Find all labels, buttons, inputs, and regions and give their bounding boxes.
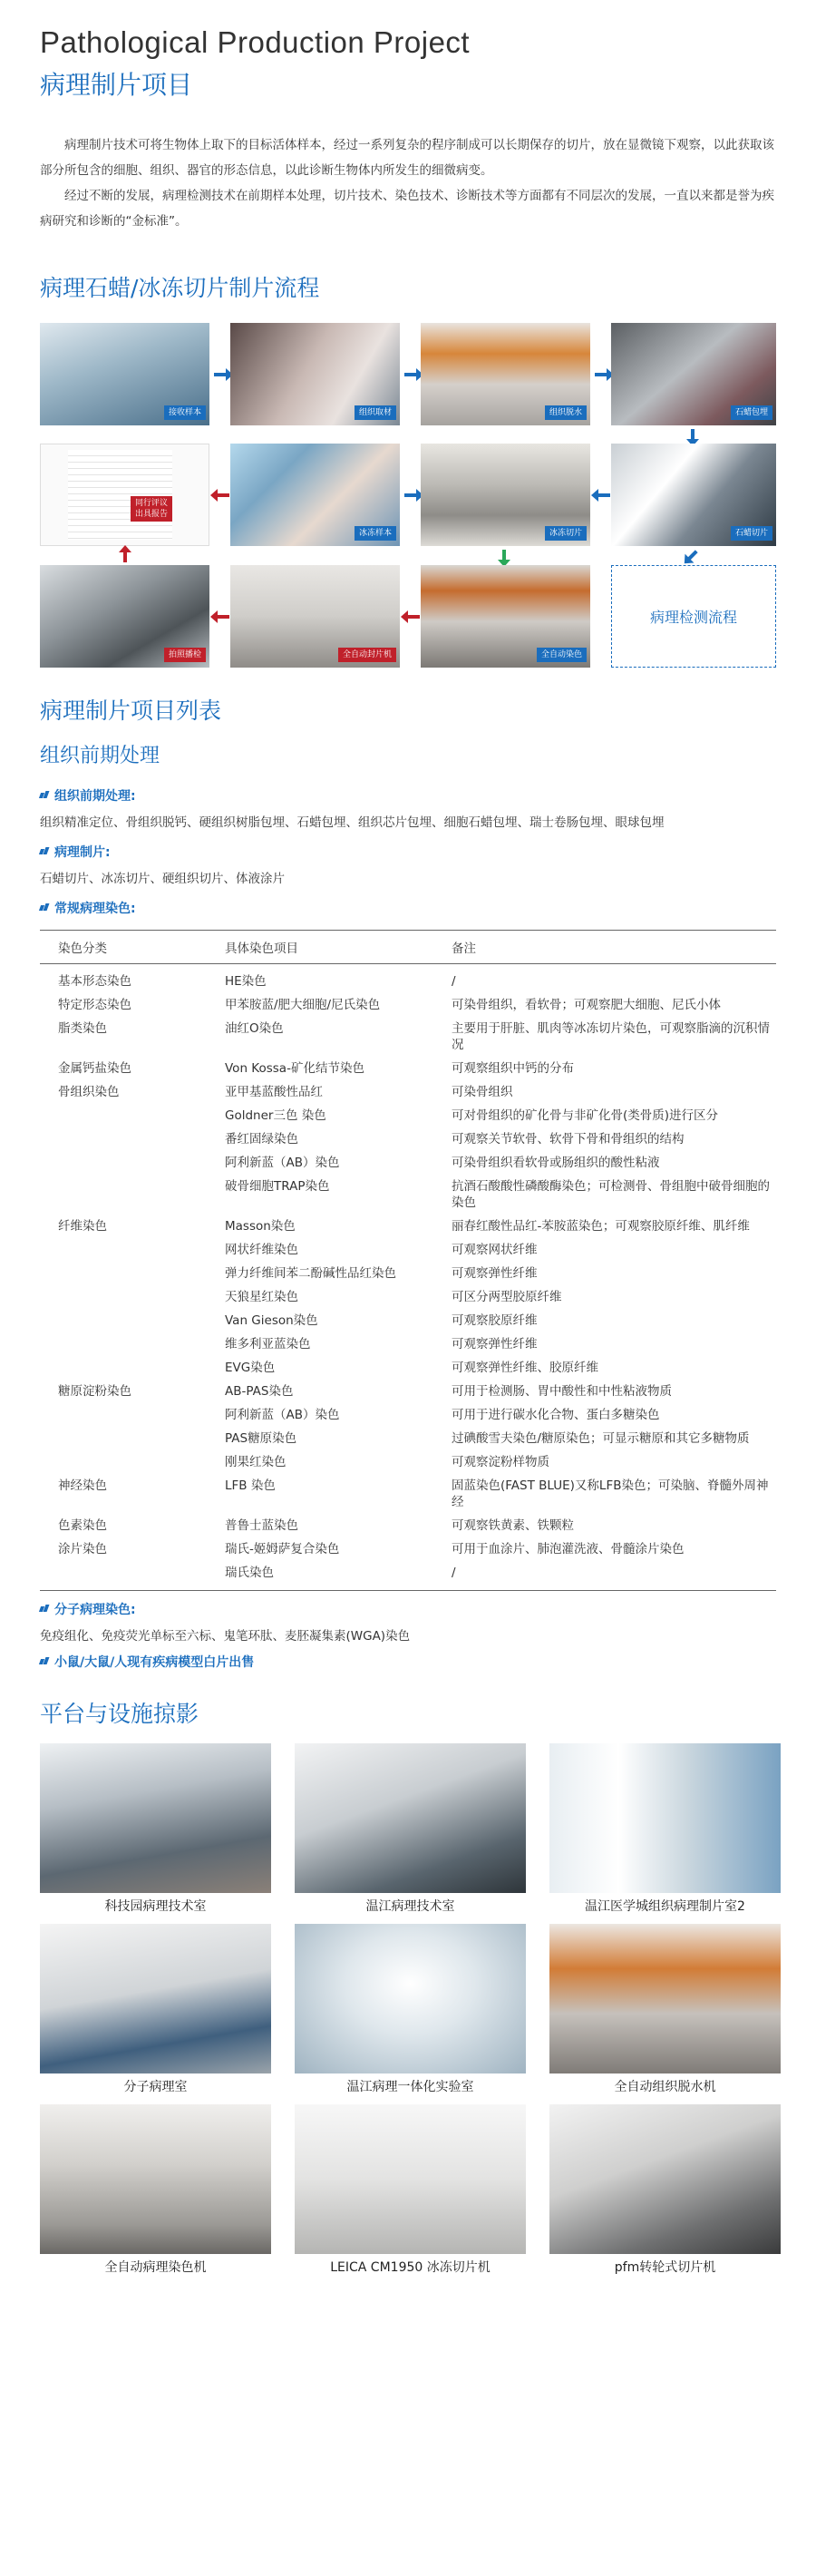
stain-note-cell: 可用于检测肠、胃中酸性和中性粘液物质	[452, 1384, 672, 1399]
list-section-title: 病理制片项目列表	[40, 698, 222, 724]
gallery-photo	[40, 1743, 271, 1893]
stain-category-cell	[40, 1309, 207, 1332]
stain-note-cell: 可观察弹性纤维	[452, 1337, 538, 1351]
stain-category-cell	[40, 1561, 207, 1591]
flow-step-label: 全自动染色	[537, 648, 587, 662]
stain-category-cell: 特定形态染色	[58, 998, 131, 1012]
stain-table-row	[40, 1285, 776, 1309]
model-heading	[40, 1653, 776, 1671]
arrow-right-icon	[404, 493, 417, 497]
stain-table-row	[40, 1427, 776, 1450]
stain-table-row	[40, 1238, 776, 1262]
stain-note-cell: 可观察淀粉样物质	[452, 1455, 549, 1469]
gallery-caption: 全自动病理染色机	[104, 2260, 207, 2275]
flow-step-embedding	[611, 323, 776, 425]
bullet-icon	[40, 1657, 49, 1666]
flow-step-label: 石蜡切片	[731, 526, 772, 541]
stain-category-cell	[40, 1175, 207, 1215]
stain-category-cell: 色素染色	[58, 1518, 107, 1533]
gallery-photo	[549, 1743, 781, 1893]
bullet-icon	[40, 903, 49, 912]
gallery-item	[40, 1743, 271, 1915]
gallery-item	[40, 2104, 271, 2276]
stain-category-cell	[40, 1127, 207, 1151]
stain-table-row	[40, 1309, 776, 1332]
stain-table-row	[40, 1057, 776, 1080]
stain-category-cell	[40, 1151, 207, 1175]
stain-item-cell: 刚果红染色	[225, 1455, 287, 1469]
gallery-photo	[295, 2104, 526, 2254]
bullet-icon	[40, 791, 49, 800]
flow-step-paraffin-section	[611, 444, 776, 546]
stain-category-cell	[40, 1262, 207, 1285]
flow-step-receive	[40, 323, 209, 425]
gallery-caption: 分子病理室	[123, 2080, 188, 2094]
flow-step-dehydration	[421, 323, 590, 425]
stain-category-cell: 糖原淀粉染色	[58, 1384, 131, 1399]
stain-category-cell	[40, 1450, 207, 1474]
bullet-icon	[40, 847, 49, 856]
stain-category-cell	[40, 1356, 207, 1380]
slice-text: 石蜡切片、冰冻切片、硬组织切片、体液涂片	[40, 872, 285, 886]
gallery-item	[549, 2104, 781, 2276]
mol-text: 免疫组化、免疫荧光单标至六标、鬼笔环肽、麦胚凝集素(WGA)染色	[40, 1629, 411, 1644]
stain-item-cell: AB-PAS染色	[225, 1384, 294, 1399]
stain-note-cell: 可观察弹性纤维	[452, 1266, 538, 1281]
slice-heading	[40, 843, 776, 861]
gallery-caption: 温江病理技术室	[365, 1899, 455, 1914]
stain-note-cell: 可观察网状纤维	[452, 1243, 538, 1257]
gallery-section-title: 平台与设施掠影	[40, 1701, 199, 1727]
stain-table-header	[40, 931, 776, 964]
slice-label: 病理制片:	[54, 845, 111, 860]
gallery-photo	[40, 1924, 271, 2073]
stain-note-cell: 丽春红酸性品红-苯胺蓝染色；可观察胶原纤维、肌纤维	[452, 1219, 750, 1234]
stain-category-cell: 脂类染色	[58, 1021, 107, 1036]
flow-step-label: 接收样本	[164, 405, 206, 420]
stain-note-cell: 可染骨组织，看软骨；可观察肥大细胞、尼氏小体	[452, 998, 721, 1012]
stain-item-cell: 天狼星红染色	[225, 1290, 298, 1304]
gallery-photo	[549, 1924, 781, 2073]
stain-note-cell: 可用于进行碳水化合物、蛋白多糖染色	[452, 1408, 660, 1422]
arrow-right-icon	[214, 373, 227, 376]
flow-step-label: 石蜡包埋	[731, 405, 772, 420]
stain-item-cell: 油红O染色	[225, 1021, 284, 1036]
gallery-item	[295, 1924, 526, 2095]
gallery-photo	[295, 1924, 526, 2073]
flow-step-label: 冰冻样本	[355, 526, 396, 541]
stain-item-cell: LFB 染色	[225, 1478, 276, 1493]
stain-note-cell: 可观察组织中钙的分布	[452, 1061, 574, 1076]
stain-note-cell: 主要用于肝脏、肌肉等冰冻切片染色，可观察脂滴的沉积情况	[452, 1021, 770, 1052]
flow-step-frozen-section	[421, 444, 590, 546]
stain-table-row	[40, 1514, 776, 1537]
stain-item-cell: Van Gieson染色	[225, 1313, 318, 1328]
stain-note-cell: 可观察弹性纤维、胶原纤维	[452, 1361, 598, 1375]
mol-heading	[40, 1600, 776, 1618]
stain-note-cell: 抗酒石酸酸性磷酸酶染色；可检测骨、骨组胞中破骨细胞的染色	[452, 1179, 770, 1210]
stain-note-cell: /	[452, 974, 456, 989]
stain-item-cell: 弹力纤维间苯二酚碱性品红染色	[225, 1266, 396, 1281]
stain-table-row	[40, 1127, 776, 1151]
stain-table-row	[40, 1175, 776, 1215]
stain-item-cell: Masson染色	[225, 1219, 296, 1234]
arrow-right-icon	[404, 373, 417, 376]
stain-note-cell: 过碘酸雪夫染色/糖原染色；可显示糖原和其它多糖物质	[452, 1431, 750, 1446]
pre-process-subtitle: 组织前期处理	[40, 745, 160, 767]
flow-step-label: 组织取材	[355, 405, 396, 420]
stain-table-row	[40, 1561, 776, 1591]
stain-note-cell: 可观察铁黄素、铁颗粒	[452, 1518, 574, 1533]
flow-step-label: 全自动封片机	[338, 648, 396, 662]
stain-category-cell: 纤维染色	[58, 1219, 107, 1234]
flow-step-label: 组织脱水	[545, 405, 587, 420]
stain-item-cell: HE染色	[225, 974, 267, 989]
gallery-caption: 温江病理一体化实验室	[346, 2080, 474, 2094]
pre-process-heading	[40, 786, 776, 805]
stain-item-cell: 阿利新蓝（AB）染色	[225, 1408, 340, 1422]
stain-item-cell: 瑞氏-姬姆萨复合染色	[225, 1542, 340, 1556]
gallery-photo	[295, 1743, 526, 1893]
stain-table-row	[40, 1215, 776, 1238]
flow-step-auto-stain	[421, 565, 590, 668]
stain-table	[40, 930, 776, 1591]
flow-step-grossing	[230, 323, 400, 425]
stain-table-row	[40, 1474, 776, 1514]
stain-category-cell	[40, 1332, 207, 1356]
stain-item-cell: 普鲁士蓝染色	[225, 1518, 298, 1533]
stain-note-cell: 可染骨组织	[452, 1085, 513, 1099]
flow-step-scan	[40, 565, 209, 668]
stain-category-cell: 基本形态染色	[58, 974, 131, 989]
arrow-right-icon	[595, 373, 607, 376]
flow-step-coverslipper	[230, 565, 400, 668]
arrow-up-icon	[123, 551, 127, 562]
flow-step-label: 同行评议 出具报告	[131, 496, 172, 522]
header-category: 染色分类	[40, 931, 207, 964]
stain-table-row	[40, 1080, 776, 1104]
stain-table-row	[40, 1403, 776, 1427]
header-item: 具体染色项目	[207, 931, 433, 964]
gallery-item	[549, 1743, 781, 1915]
stain-item-cell: 破骨细胞TRAP染色	[225, 1179, 330, 1194]
gallery-item	[295, 1743, 526, 1915]
stain-label: 常规病理染色:	[54, 902, 136, 916]
gallery-photo	[40, 2104, 271, 2254]
arrow-down-icon	[691, 429, 695, 440]
stain-category-cell	[40, 1403, 207, 1427]
flow-step-label: 拍照播检	[164, 648, 206, 662]
stain-category-cell	[40, 1104, 207, 1127]
pathology-detection-box: 病理检测流程	[611, 565, 776, 668]
stain-item-cell: 维多利亚蓝染色	[225, 1337, 311, 1351]
pre-process-text: 组织精准定位、骨组织脱钙、硬组织树脂包埋、石蜡包埋、组织芯片包埋、细胞石蜡包埋、瑞士卷肠包埋、眼球包埋	[40, 815, 665, 830]
page-title-cn: 病理制片项目	[40, 70, 193, 100]
flow-section-title: 病理石蜡/冰冻切片制片流程	[40, 275, 320, 301]
header-note: 备注	[433, 931, 776, 964]
stain-table-row	[40, 964, 776, 994]
stain-item-cell: 阿利新蓝（AB）染色	[225, 1156, 340, 1170]
stain-table-row	[40, 1537, 776, 1561]
stain-table-row	[40, 1017, 776, 1057]
stain-item-cell: 瑞氏染色	[207, 1561, 433, 1591]
arrow-left-icon	[217, 615, 229, 619]
stain-note-cell: 可观察胶原纤维	[452, 1313, 538, 1328]
stain-note-cell: 可用于血涂片、肺泡灌洗液、骨髓涂片染色	[452, 1542, 685, 1556]
stain-table-row	[40, 1380, 776, 1403]
arrow-diagonal-icon	[687, 550, 697, 560]
report-document-photo	[68, 450, 172, 540]
intro	[40, 132, 776, 234]
bullet-icon	[40, 1605, 49, 1614]
stain-category-cell	[40, 1238, 207, 1262]
pre-process-label: 组织前期处理:	[54, 789, 136, 804]
gallery-caption: LEICA CM1950 冰冻切片机	[330, 2260, 491, 2275]
gallery-caption: 全自动组织脱水机	[614, 2080, 716, 2094]
intro-paragraph-1: 病理制片技术可将生物体上取下的目标活体样本，经过一系列复杂的程序制成可以长期保存的切片，放在显微镜下观察，以此获取该部分所包含的细胞、组织、器官的形态信息，以此诊断生物体内所发生的细微病变。	[40, 138, 774, 178]
model-label: 小鼠/大鼠/人现有疾病模型白片出售	[54, 1655, 255, 1670]
stain-table-body	[40, 964, 776, 1591]
intro-paragraph-2: 经过不断的发展，病理检测技术在前期样本处理，切片技术、染色技术、诊断技术等方面都有不同层次的发展，一直以来都是誉为疾病研究和诊断的“金标准”。	[40, 189, 774, 229]
page-title-en: Pathological Production Project	[40, 25, 471, 59]
flow-step-frozen-sample	[230, 444, 400, 546]
stain-item-cell: PAS糖原染色	[225, 1431, 297, 1446]
stain-table-row	[40, 1262, 776, 1285]
stain-item-cell: 番红固绿染色	[225, 1132, 298, 1147]
arrow-down-icon	[502, 550, 506, 561]
stain-category-cell	[40, 1427, 207, 1450]
stain-category-cell: 神经染色	[58, 1478, 107, 1493]
facility-gallery	[40, 1743, 776, 2276]
mol-label: 分子病理染色:	[54, 1603, 136, 1617]
gallery-item	[295, 2104, 526, 2276]
stain-category-cell	[40, 1285, 207, 1309]
stain-item-cell: Goldner三色 染色	[225, 1108, 326, 1123]
stain-note-cell: 可对骨组织的矿化骨与非矿化骨(类骨质)进行区分	[452, 1108, 719, 1123]
gallery-caption: pfm转轮式切片机	[614, 2260, 716, 2275]
gallery-item	[549, 1924, 781, 2095]
gallery-item	[40, 1924, 271, 2095]
arrow-left-icon	[217, 493, 229, 497]
process-flow	[40, 323, 776, 668]
flow-step-report	[40, 444, 209, 546]
arrow-left-icon	[597, 493, 610, 497]
stain-item-cell: Von Kossa-矿化结节染色	[225, 1061, 364, 1076]
stain-table-row	[40, 1450, 776, 1474]
stain-category-cell: 骨组织染色	[58, 1085, 120, 1099]
stain-note-cell: 可观察关节软骨、软骨下骨和骨组织的结构	[452, 1132, 685, 1147]
stain-table-row	[40, 1151, 776, 1175]
stain-note-cell: 可染骨组织看软骨或肠组织的酸性粘液	[452, 1156, 660, 1170]
stain-item-cell: 网状纤维染色	[225, 1243, 298, 1257]
stain-item-cell: 亚甲基蓝酸性品红	[225, 1085, 323, 1099]
stain-item-cell: EVG染色	[225, 1361, 276, 1375]
stain-item-cell: 甲苯胺蓝/肥大细胞/尼氏染色	[225, 998, 381, 1012]
arrow-left-icon	[407, 615, 420, 619]
gallery-caption: 温江医学城组织病理制片室2	[585, 1899, 745, 1914]
stain-category-cell: 涂片染色	[58, 1542, 107, 1556]
stain-note-cell: /	[433, 1561, 776, 1591]
stain-category-cell: 金属钙盐染色	[58, 1061, 131, 1076]
stain-table-row	[40, 1104, 776, 1127]
stain-note-cell: 可区分两型胶原纤维	[452, 1290, 562, 1304]
stain-note-cell: 固蓝染色(FAST BLUE)又称LFB染色；可染脑、脊髓外周神经	[452, 1478, 769, 1509]
stain-heading	[40, 899, 776, 917]
stain-table-row	[40, 1332, 776, 1356]
flow-step-label: 冰冻切片	[545, 526, 587, 541]
stain-table-row	[40, 993, 776, 1017]
gallery-photo	[549, 2104, 781, 2254]
stain-table-row	[40, 1356, 776, 1380]
gallery-caption: 科技园病理技术室	[104, 1899, 207, 1914]
